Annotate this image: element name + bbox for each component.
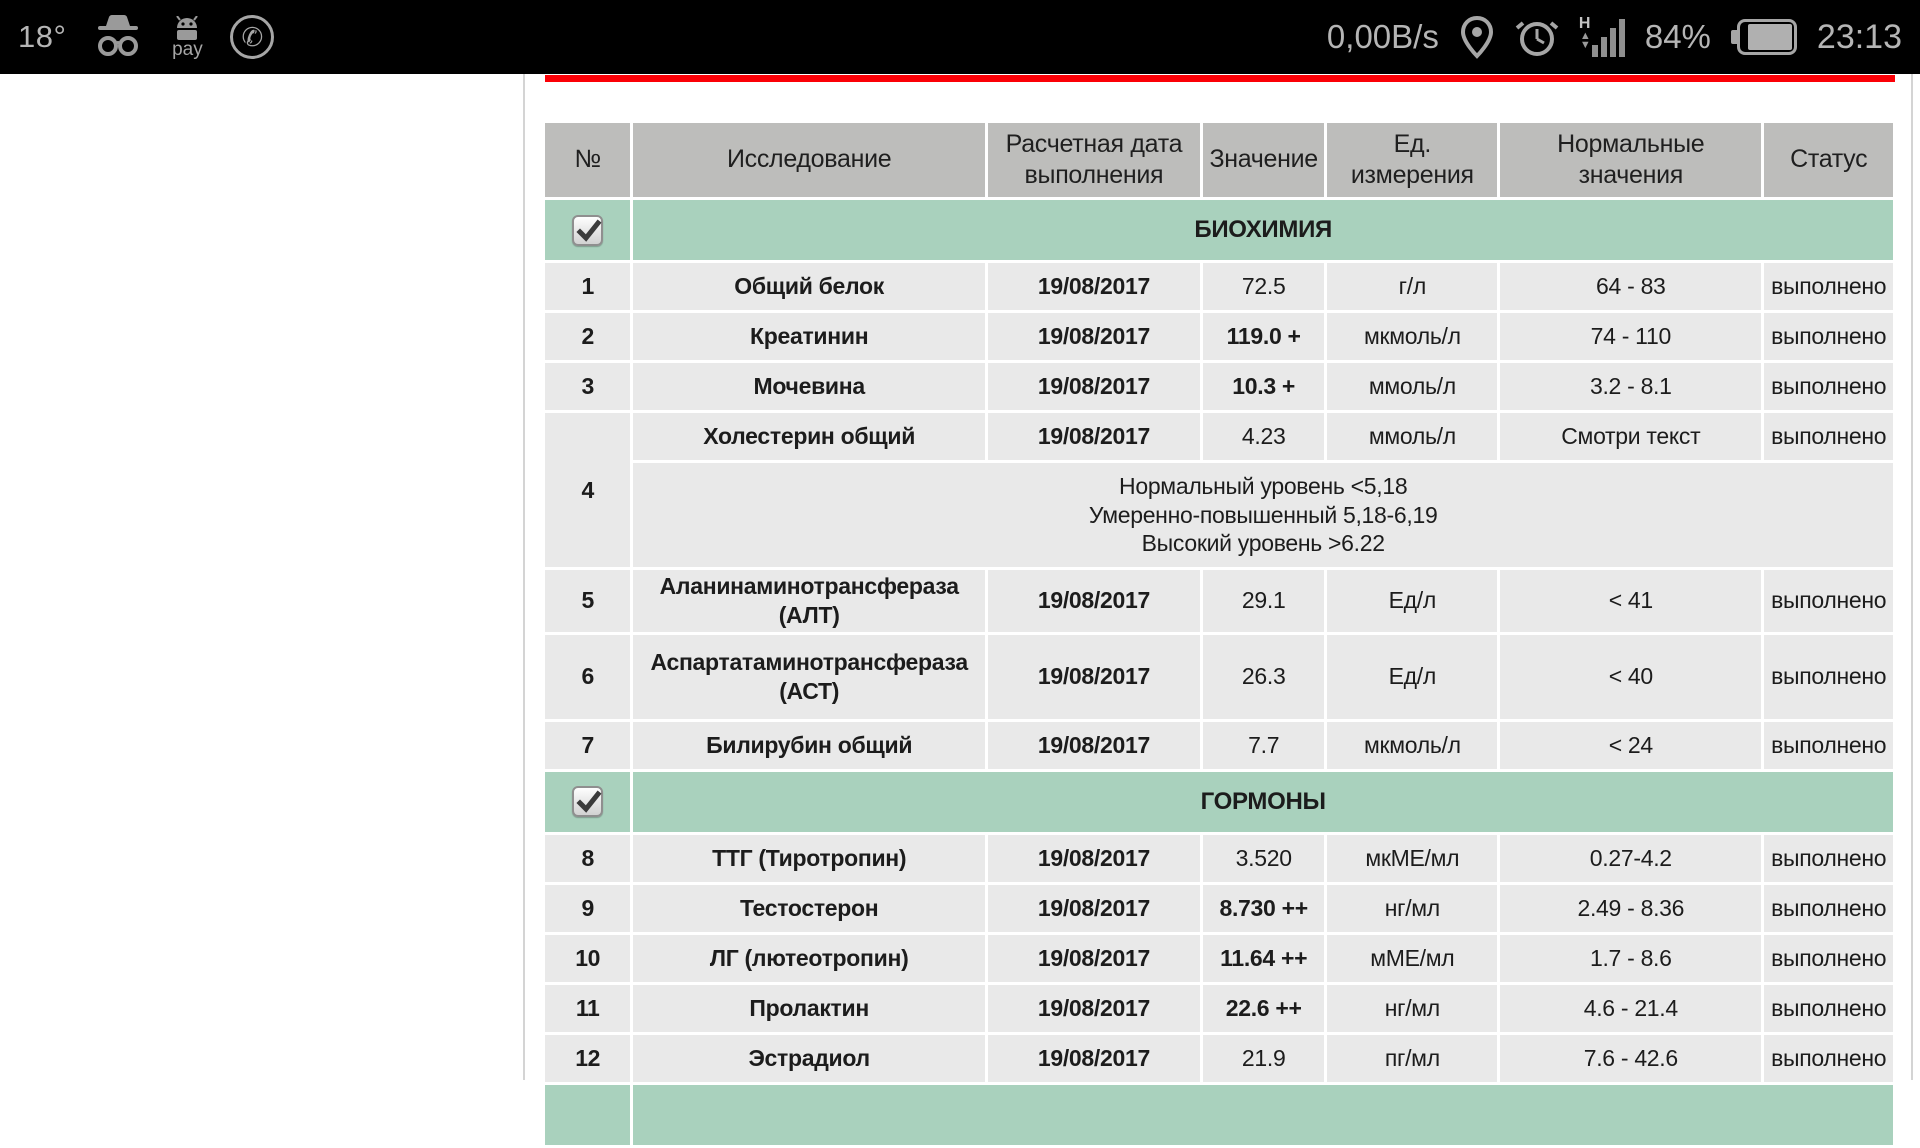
test-value: 26.3 — [1203, 635, 1325, 719]
test-status: выполнено — [1764, 635, 1893, 719]
row-number: 8 — [545, 835, 630, 882]
test-status: выполнено — [1764, 1035, 1893, 1082]
section-title: ГОРМОНЫ — [633, 772, 1893, 832]
result-row — [545, 935, 1893, 982]
lab-results-table — [542, 120, 1896, 1148]
normal-range: 4.6 - 21.4 — [1500, 985, 1761, 1032]
test-status: выполнено — [1764, 263, 1893, 310]
weather-temperature: 18° — [18, 19, 66, 55]
normal-range: 1.7 - 8.6 — [1500, 935, 1761, 982]
normal-range: 7.6 - 42.6 — [1500, 1035, 1761, 1082]
normal-range: 64 - 83 — [1500, 263, 1761, 310]
location-icon — [1459, 15, 1495, 59]
section-checkbox[interactable] — [572, 786, 603, 817]
test-value: 72.5 — [1203, 263, 1325, 310]
test-value: 8.730 ++ — [1203, 885, 1325, 932]
signal-strength-icon: H ▲ ▼ — [1579, 15, 1625, 59]
test-name: ЛГ (лютеотропин) — [633, 935, 985, 982]
test-name: Аланинаминотрансфераза (АЛТ) — [633, 570, 985, 632]
test-date: 19/08/2017 — [988, 885, 1200, 932]
section-checkbox-cell — [545, 200, 630, 260]
whatsapp-icon: ✆ — [230, 15, 274, 59]
test-status: выполнено — [1764, 885, 1893, 932]
row-number: 4 — [545, 413, 630, 567]
note-row — [545, 463, 1893, 567]
battery-percent: 84% — [1645, 18, 1711, 56]
test-unit: нг/мл — [1327, 985, 1497, 1032]
clock-time: 23:13 — [1817, 18, 1902, 57]
test-date: 19/08/2017 — [988, 363, 1200, 410]
red-accent-bar — [545, 75, 1895, 82]
row-number: 9 — [545, 885, 630, 932]
test-unit: ммоль/л — [1327, 413, 1497, 460]
test-unit: Ед/л — [1327, 635, 1497, 719]
test-value: 4.23 — [1203, 413, 1325, 460]
page-right-border — [1911, 74, 1913, 1080]
test-name: Холестерин общий — [633, 413, 985, 460]
alarm-clock-icon — [1515, 15, 1559, 59]
row-number: 11 — [545, 985, 630, 1032]
test-name: Билирубин общий — [633, 722, 985, 769]
column-header: Ед. измерения — [1327, 123, 1497, 197]
test-date: 19/08/2017 — [988, 722, 1200, 769]
normal-range: < 41 — [1500, 570, 1761, 632]
test-value: 29.1 — [1203, 570, 1325, 632]
test-name: Мочевина — [633, 363, 985, 410]
test-date: 19/08/2017 — [988, 413, 1200, 460]
result-row — [545, 985, 1893, 1032]
test-unit: Ед/л — [1327, 570, 1497, 632]
section-row — [545, 1085, 1893, 1145]
test-unit: мкмоль/л — [1327, 722, 1497, 769]
row-number: 2 — [545, 313, 630, 360]
test-name: Аспартатаминотрансфераза (АСТ) — [633, 635, 985, 719]
test-unit: г/л — [1327, 263, 1497, 310]
column-header: Статус — [1764, 123, 1893, 197]
result-row — [545, 313, 1893, 360]
column-header: № — [545, 123, 630, 197]
test-value: 22.6 ++ — [1203, 985, 1325, 1032]
result-row — [545, 722, 1893, 769]
test-value: 10.3 + — [1203, 363, 1325, 410]
test-date: 19/08/2017 — [988, 935, 1200, 982]
column-header: Нормальные значения — [1500, 123, 1761, 197]
test-name: Пролактин — [633, 985, 985, 1032]
column-header: Расчетная дата выполнения — [988, 123, 1200, 197]
test-date: 19/08/2017 — [988, 313, 1200, 360]
android-pay-label: pay — [172, 40, 203, 59]
test-name: Креатинин — [633, 313, 985, 360]
test-name: Эстрадиол — [633, 1035, 985, 1082]
test-name: Общий белок — [633, 263, 985, 310]
section-checkbox[interactable] — [572, 215, 603, 246]
note-text: Нормальный уровень <5,18 Умеренно-повышенный 5,18-6,19 Высокий уровень >6.22 — [633, 463, 1893, 567]
test-date: 19/08/2017 — [988, 570, 1200, 632]
test-name: Тестостерон — [633, 885, 985, 932]
test-unit: нг/мл — [1327, 885, 1497, 932]
result-row — [545, 263, 1893, 310]
row-number: 5 — [545, 570, 630, 632]
test-status: выполнено — [1764, 935, 1893, 982]
test-name: ТТГ (Тиротропин) — [633, 835, 985, 882]
test-value: 11.64 ++ — [1203, 935, 1325, 982]
normal-range: 0.27-4.2 — [1500, 835, 1761, 882]
column-header: Исследование — [633, 123, 985, 197]
test-date: 19/08/2017 — [988, 985, 1200, 1032]
column-header: Значение — [1203, 123, 1325, 197]
test-date: 19/08/2017 — [988, 1035, 1200, 1082]
normal-range: 3.2 - 8.1 — [1500, 363, 1761, 410]
test-date: 19/08/2017 — [988, 635, 1200, 719]
section-row — [545, 772, 1893, 832]
network-speed: 0,00B/s — [1327, 18, 1439, 56]
row-number: 7 — [545, 722, 630, 769]
test-unit: мкМЕ/мл — [1327, 835, 1497, 882]
row-number: 10 — [545, 935, 630, 982]
section-row — [545, 200, 1893, 260]
test-status: выполнено — [1764, 985, 1893, 1032]
result-row — [545, 835, 1893, 882]
test-status: выполнено — [1764, 413, 1893, 460]
test-value: 7.7 — [1203, 722, 1325, 769]
page-left-border — [523, 74, 525, 1080]
table-header-row — [545, 123, 1893, 197]
test-unit: мкмоль/л — [1327, 313, 1497, 360]
result-row — [545, 1035, 1893, 1082]
normal-range: 2.49 - 8.36 — [1500, 885, 1761, 932]
result-row — [545, 570, 1893, 632]
row-number: 6 — [545, 635, 630, 719]
test-status: выполнено — [1764, 313, 1893, 360]
test-value: 3.520 — [1203, 835, 1325, 882]
row-number: 12 — [545, 1035, 630, 1082]
section-title: БИОХИМИЯ — [633, 200, 1893, 260]
row-number: 1 — [545, 263, 630, 310]
section-checkbox-cell — [545, 772, 630, 832]
test-status: выполнено — [1764, 835, 1893, 882]
test-unit: мМЕ/мл — [1327, 935, 1497, 982]
result-row — [545, 363, 1893, 410]
test-value: 119.0 + — [1203, 313, 1325, 360]
result-row — [545, 413, 1893, 460]
section-checkbox-cell — [545, 1085, 630, 1145]
battery-icon — [1731, 19, 1797, 55]
test-status: выполнено — [1764, 722, 1893, 769]
test-unit: ммоль/л — [1327, 363, 1497, 410]
normal-range: Смотри текст — [1500, 413, 1761, 460]
normal-range: 74 - 110 — [1500, 313, 1761, 360]
test-unit: пг/мл — [1327, 1035, 1497, 1082]
result-row — [545, 885, 1893, 932]
result-row — [545, 635, 1893, 719]
normal-range: < 24 — [1500, 722, 1761, 769]
test-date: 19/08/2017 — [988, 263, 1200, 310]
normal-range: < 40 — [1500, 635, 1761, 719]
row-number: 3 — [545, 363, 630, 410]
test-status: выполнено — [1764, 570, 1893, 632]
status-bar — [0, 0, 1920, 74]
section-title — [633, 1085, 1893, 1145]
test-value: 21.9 — [1203, 1035, 1325, 1082]
incognito-icon — [92, 14, 144, 60]
android-pay-icon — [170, 16, 204, 59]
test-status: выполнено — [1764, 363, 1893, 410]
test-date: 19/08/2017 — [988, 835, 1200, 882]
